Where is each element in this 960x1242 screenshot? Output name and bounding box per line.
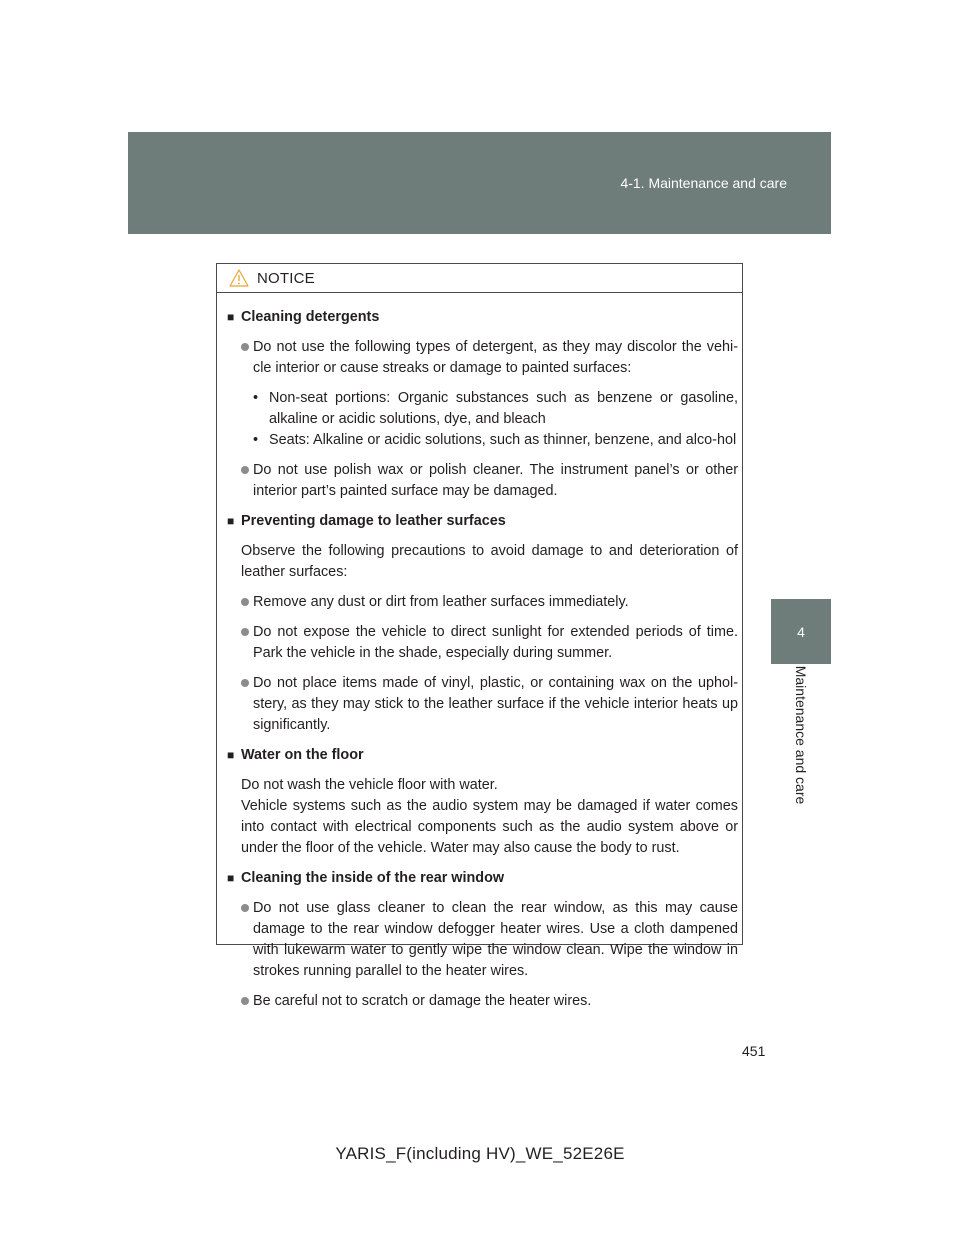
- round-bullet-icon: [241, 343, 249, 351]
- square-bullet-icon: ■: [227, 514, 235, 528]
- round-bullet-icon: [241, 628, 249, 636]
- section-heading: ■ Cleaning detergents: [227, 307, 738, 328]
- chapter-tab: [771, 599, 831, 664]
- header-band: [128, 132, 831, 234]
- sub-list: [227, 388, 738, 451]
- round-bullet-icon: [241, 904, 249, 912]
- list-item: Do not expose the vehicle to direct sunlight for extended periods of time. Park the vehicle in the shade, especially during summer.: [241, 622, 738, 664]
- paragraph: Observe the following precautions to avoid damage to and deterioration of leather surfaces:: [241, 543, 738, 580]
- section-title: 4-1. Maintenance and care: [620, 175, 787, 191]
- round-bullet-icon: [241, 997, 249, 1005]
- notice-box: [216, 263, 743, 1009]
- list-item: Be careful not to scratch or damage the heater wires.: [241, 991, 738, 1012]
- paragraph: Do not wash the vehicle floor with water. Vehicle systems such as the audio system may be damaged if water comes into contact with electrical components such as the audio system above or under the floor of the vehicle. Water may also cause the body to rust.: [241, 777, 738, 856]
- sub-list-item: • Non-seat portions: Organic substances such as benzene or gasoline, alkaline or acidic solutions, dye, and bleach: [253, 390, 738, 427]
- list-item: Do not place items made of vinyl, plastic, or containing wax on the uphol-stery, as they may stick to the leather surface if the vehicle interior heats up significantly.: [241, 673, 738, 736]
- square-bullet-icon: ■: [227, 871, 235, 885]
- round-bullet-icon: [241, 679, 249, 687]
- sub-list-item: • Seats: Alkaline or acidic solutions, such as thinner, benzene, and alco-hol: [253, 432, 737, 448]
- list-item: Do not use polish wax or polish cleaner. The instrument panel’s or other interior part’s painted surface may be damaged.: [241, 460, 738, 502]
- warning-triangle-icon: [229, 269, 249, 287]
- square-bullet-icon: ■: [227, 748, 235, 762]
- notice-body: [217, 293, 742, 1012]
- chapter-label: Maintenance and care: [793, 665, 809, 805]
- chapter-number: 4: [797, 623, 805, 640]
- round-bullet-icon: [241, 598, 249, 606]
- list-item: Do not use glass cleaner to clean the rear window, as this may cause damage to the rear window defogger heater wires. Use a cloth dampened with lukewarm water to gently wipe the window clean. Wipe the window in strokes running parallel to the heater wires.: [241, 898, 738, 982]
- section-heading: ■ Water on the floor: [227, 745, 738, 766]
- list-item: Do not use the following types of detergent, as they may discolor the vehi-cle interior or cause streaks or damage to painted surfaces:: [241, 337, 738, 379]
- notice-title: NOTICE: [257, 269, 315, 287]
- round-bullet-icon: [241, 466, 249, 474]
- page-number: 451: [742, 1043, 766, 1059]
- notice-header: [217, 264, 742, 293]
- square-bullet-icon: ■: [227, 310, 235, 324]
- section-heading: ■ Preventing damage to leather surfaces: [227, 511, 738, 532]
- document-code: YARIS_F(including HV)_WE_52E26E: [335, 1144, 625, 1163]
- section-heading: ■ Cleaning the inside of the rear window: [227, 868, 738, 889]
- list-item: Remove any dust or dirt from leather surfaces immediately.: [241, 592, 738, 613]
